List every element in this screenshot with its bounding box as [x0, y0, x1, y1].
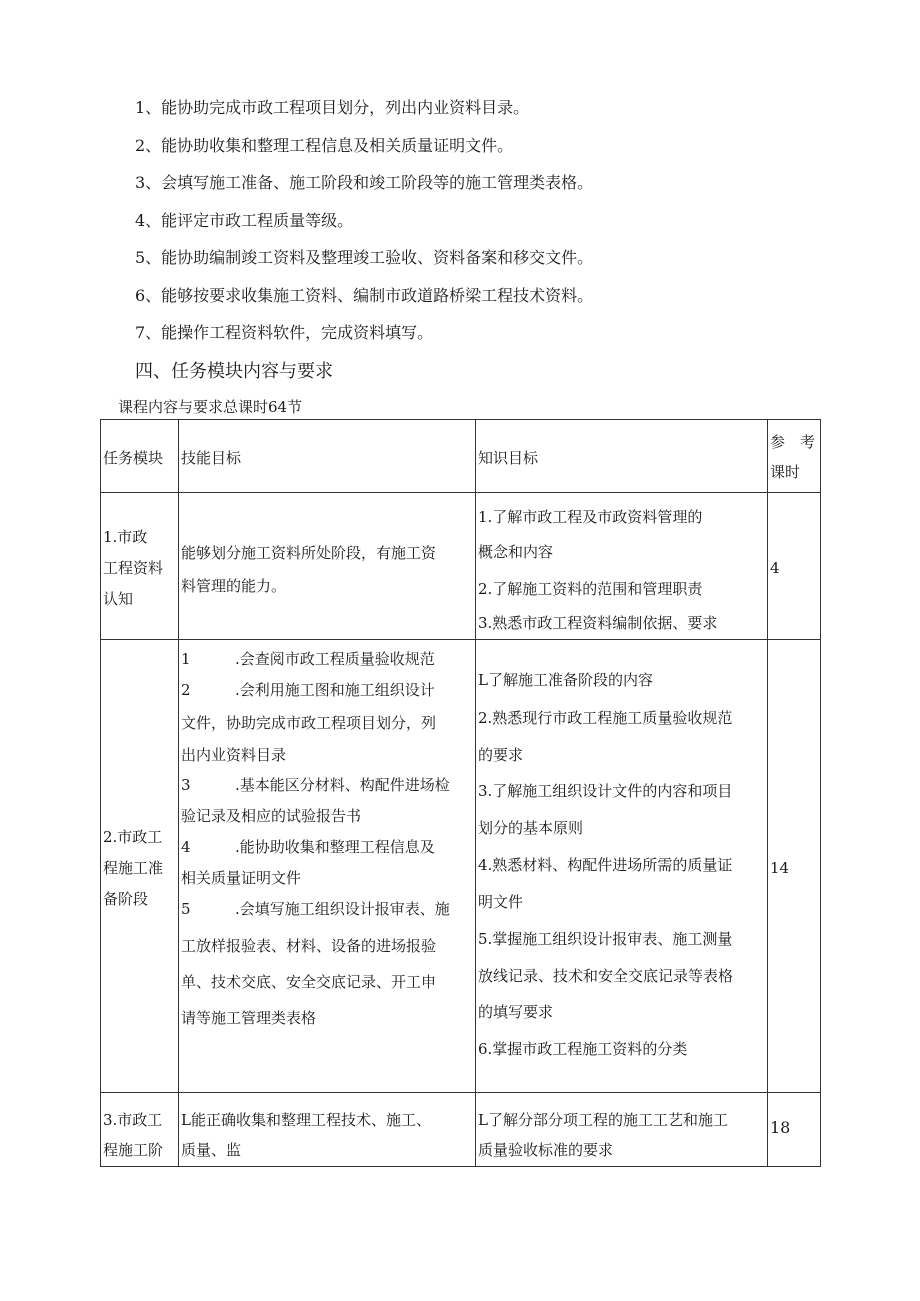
- row3-skill-line: 质量、监: [181, 1141, 242, 1159]
- skill-item-text: 文件，协助完成市政工程项目划分，列: [181, 714, 437, 732]
- header-knowledge: [476, 420, 768, 493]
- skill-item-text: .会查阅市政工程质量验收规范: [235, 650, 435, 668]
- skill-item-text: 工放样报验表、材料、设备的进场报验: [181, 937, 437, 955]
- row1-knowledge: [476, 493, 768, 640]
- row1-module-line: 认知: [103, 590, 134, 608]
- skill-item-text: 单、技术交底、安全交底记录、开工申: [181, 973, 437, 991]
- objective-item: 6、能够按要求收集施工资料、编制市政道路桥梁工程技术资料。: [135, 285, 594, 305]
- row2-knowledge-line: 3.了解施工组织设计文件的内容和项目: [478, 782, 733, 800]
- objective-item: 5、能协助编制竣工资料及整理竣工验收、资料备案和移交文件。: [135, 248, 594, 267]
- row2-knowledge-line: 划分的基本原则: [478, 819, 584, 837]
- row1-module-line: 工程资料: [103, 559, 164, 577]
- skill-item-number: 4: [181, 838, 191, 856]
- row3-module-line: 程施工阶: [103, 1141, 164, 1159]
- row1-skill-line: 能够划分施工资料所处阶段，有施工资: [181, 544, 437, 562]
- objectives-list: [135, 94, 835, 357]
- table-row: [101, 640, 821, 1093]
- row1-knowledge-line: 概念和内容: [478, 543, 554, 561]
- skill-item-number: 3: [181, 776, 191, 794]
- skill-item-number: 2: [181, 681, 191, 699]
- skill-item-text: 验记录及相应的试验报告书: [181, 807, 362, 825]
- row3-knowledge-line: 质量验收标准的要求: [478, 1141, 614, 1159]
- row3-knowledge-line: L了解分部分项工程的施工工艺和施工: [478, 1111, 728, 1129]
- skill-item-text: .基本能区分材料、构配件进场检: [235, 776, 450, 794]
- header-skill-text: 技能目标: [181, 448, 242, 467]
- row3-hours: [768, 1093, 821, 1167]
- header-module-text: 任务模块: [103, 448, 164, 467]
- row3-skill-line: L能正确收集和整理工程技术、施工、: [181, 1111, 431, 1129]
- objective-item: 3、会填写施工准备、施工阶段和竣工阶段等的施工管理类表格。: [135, 173, 594, 192]
- skill-item-text: 请等施工管理类表格: [181, 1009, 317, 1027]
- row2-hours: [768, 640, 821, 1093]
- row2-knowledge-line: 6.掌握市政工程施工资料的分类: [478, 1040, 688, 1058]
- skill-item: [181, 640, 473, 678]
- row1-skill-line: 料管理的能力。: [181, 577, 287, 595]
- table-header-row: [101, 420, 821, 493]
- row2-module: [101, 640, 179, 1093]
- row1-knowledge-line: 3.熟悉市政工程资料编制依据、要求: [478, 614, 718, 632]
- table-row: [101, 493, 821, 640]
- row1-knowledge-line: 1.了解市政工程及市政资料管理的: [478, 508, 703, 526]
- section-heading: 四、任务模块内容与要求: [135, 361, 333, 382]
- row2-module-line: 2.市政工: [103, 828, 163, 846]
- skill-item: [181, 766, 473, 828]
- row1-module: [101, 493, 179, 640]
- skill-item-text: 出内业资料目录: [181, 746, 287, 764]
- objective-item: 1、能协助完成市政工程项目划分，列出内业资料目录。: [135, 98, 530, 117]
- skill-item-text: .能协助收集和整理工程信息及: [235, 838, 435, 856]
- table-row: [101, 1093, 821, 1167]
- row3-knowledge: [476, 1093, 768, 1167]
- row1-hours: [768, 493, 821, 640]
- course-table: [100, 419, 821, 1167]
- row1-hours-text: 4: [770, 558, 780, 577]
- skill-item: [181, 828, 473, 890]
- skill-item-text: .会利用施工图和施工组织设计: [235, 681, 435, 699]
- row2-knowledge-line: 的填写要求: [478, 1003, 554, 1021]
- row3-skill: [179, 1093, 476, 1167]
- objective-item: 7、能操作工程资料软件，完成资料填写。: [135, 323, 434, 342]
- row3-module-line: 3.市政工: [103, 1111, 163, 1129]
- header-skill: [179, 420, 476, 493]
- row2-knowledge-line: 5.掌握施工组织设计报审表、施工测量: [478, 930, 733, 948]
- row2-knowledge-line: 的要求: [478, 746, 524, 764]
- skill-item-number: 5: [181, 900, 191, 918]
- row2-knowledge-line: 明文件: [478, 893, 524, 911]
- row3-module: [101, 1093, 179, 1167]
- row3-hours-text: 18: [770, 1118, 791, 1137]
- skill-item-number: 1: [181, 650, 191, 668]
- skill-item-text: .会填写施工组织设计报审表、施: [235, 900, 450, 918]
- row2-knowledge: [476, 640, 768, 1093]
- objective-item: 2、能协助收集和整理工程信息及相关质量证明文件。: [135, 135, 514, 155]
- header-knowledge-text: 知识目标: [478, 448, 539, 467]
- header-hours: [768, 420, 821, 493]
- row2-skill: [179, 640, 476, 1093]
- row2-hours-text: 14: [770, 858, 790, 877]
- row2-knowledge-line: 放线记录、技术和安全交底记录等表格: [478, 967, 734, 985]
- skill-item: [181, 890, 473, 1036]
- row1-module-line: 1.市政: [103, 528, 148, 546]
- skill-item-text: 相关质量证明文件: [181, 869, 302, 887]
- header-module: [101, 420, 179, 493]
- row2-module-line: 程施工准: [103, 859, 164, 877]
- row1-skill: [179, 493, 476, 640]
- skill-item: [181, 678, 473, 766]
- objective-item: 4、能评定市政工程质量等级。: [135, 210, 354, 230]
- row2-knowledge-line: 4.熟悉材料、构配件进场所需的质量证: [478, 856, 733, 874]
- table-caption: 课程内容与要求总课时64节: [118, 398, 303, 416]
- header-hours-line2: 课时: [770, 463, 801, 481]
- row2-knowledge-line: 2.熟悉现行市政工程施工质量验收规范: [478, 709, 733, 727]
- row2-knowledge-line: L了解施工准备阶段的内容: [478, 671, 653, 689]
- row1-knowledge-line: 2.了解施工资料的范围和管理职责: [478, 580, 703, 598]
- row2-module-line: 备阶段: [103, 890, 149, 908]
- header-hours-line1: 参 考: [770, 433, 816, 451]
